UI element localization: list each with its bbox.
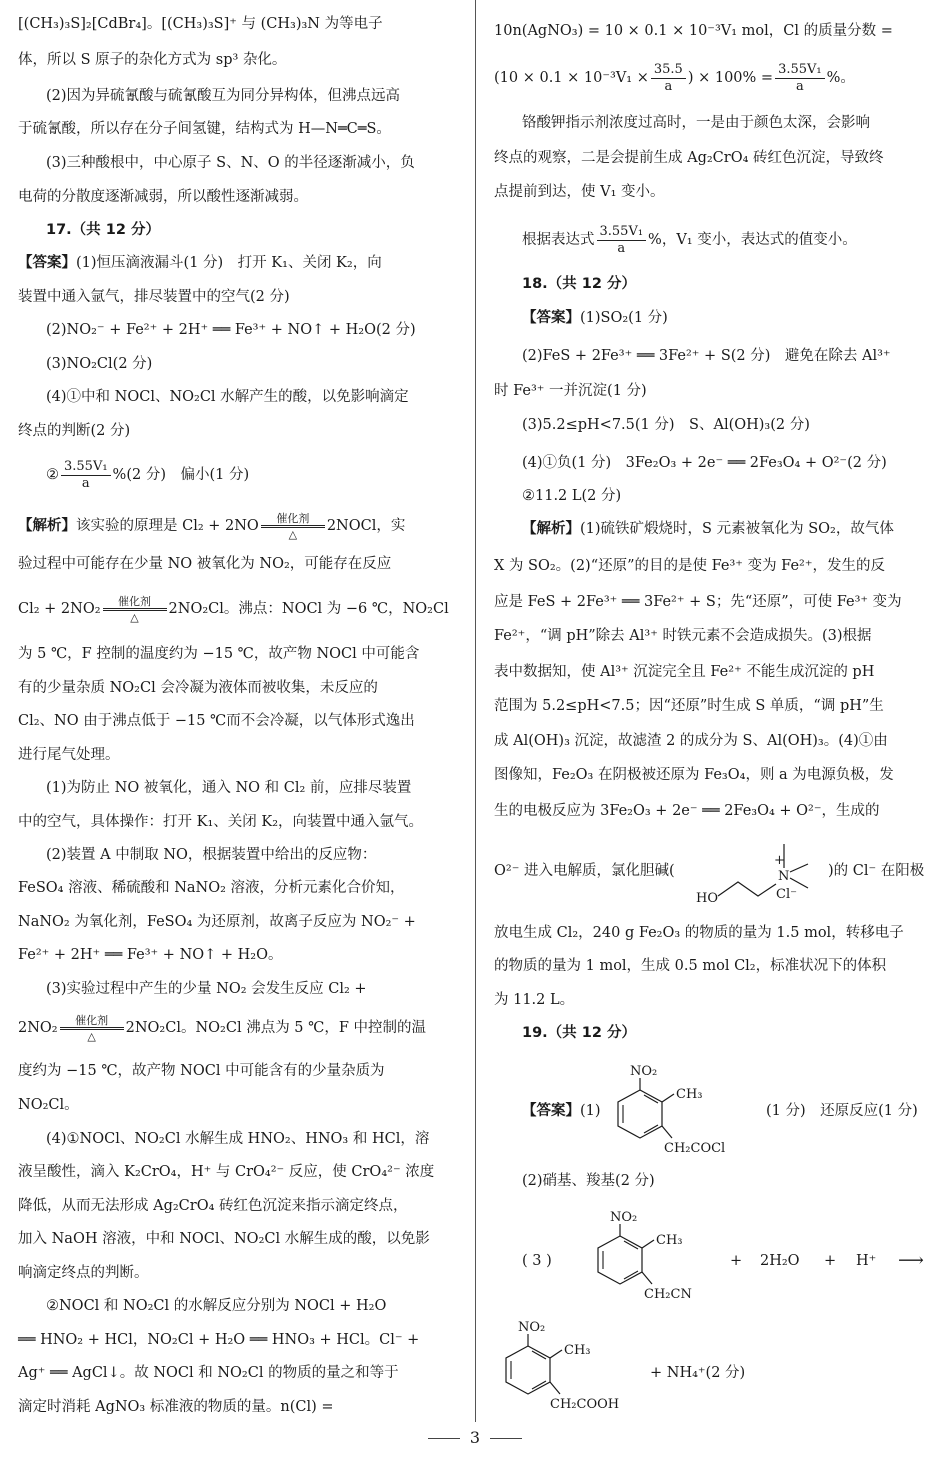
text-line: 于硫氰酸，所以存在分子间氢键，结构式为 H—N═C═S。 [18, 121, 391, 137]
text-line: 验过程中可能存在少量 NO 被氧化为 NO₂，可能存在反应 [18, 556, 392, 572]
substituent-label: CH₂COOH [550, 1397, 620, 1412]
text-segment: Cl₂ + 2NO₂ [18, 601, 101, 617]
proton-term: H⁺ [856, 1253, 877, 1269]
reaction-line [18, 509, 458, 543]
answer-tag: 【答案】 [522, 1103, 580, 1119]
equation-line: ══ HNO₂ + HCl，NO₂Cl + H₂O ══ HNO₃ + HCl。Cl⁻ + [18, 1332, 420, 1348]
column-divider [475, 0, 476, 1422]
benzene-ring [506, 1346, 550, 1394]
text-line: (2)硝基、羧基(2 分) [522, 1173, 655, 1189]
text-segment: 2NO₂ [18, 1020, 58, 1036]
text-segment: %，V₁ 变小，表达式的值变小。 [648, 232, 857, 248]
page-number: 3 [469, 1428, 481, 1447]
catalyst-label: 催化剂 [75, 1013, 109, 1027]
text-line: ②11.2 L(2 分) [522, 488, 622, 504]
text-line [18, 252, 458, 274]
text-segment: (1) [580, 1103, 601, 1119]
text-line: 降低，从而无法形成 Ag₂CrO₄ 砖红色沉淀来指示滴定终点， [18, 1198, 408, 1214]
text-line: 滴定时消耗 AgNO₃ 标准液的物质的量。n(Cl) = [18, 1399, 334, 1415]
text-line: 表中数据知，使 Al³⁺ 沉淀完全且 Fe²⁺ 不能生成沉淀的 pH [494, 664, 875, 680]
nitro-label: NO₂ [518, 1320, 546, 1335]
heat-label: △ [130, 610, 139, 624]
catalyst-label: 催化剂 [118, 594, 152, 608]
text-line: 度约为 −15 ℃，故产物 NOCl 中可能含有的少量杂质为 [18, 1063, 385, 1079]
carbon-chain [718, 882, 776, 896]
text-line: 图像知，Fe₂O₃ 在阴极被还原为 Fe₃O₄，则 a 为电源负极，发 [494, 767, 894, 783]
text-segment-pre: O²⁻ 进入电解质，氯化胆碱( [494, 863, 675, 879]
plus-sign: + [824, 1253, 837, 1269]
text-line: (4)①NOCl、NO₂Cl 水解生成 HNO₂、HNO₃ 和 HCl，溶 [46, 1131, 430, 1147]
analysis-tag: 【解析】 [18, 518, 76, 534]
substituent-label: CH₂COCl [664, 1141, 726, 1156]
text-line: 的物质的量为 1 mol，生成 0.5 mol Cl₂，标准状况下的体积 [494, 958, 887, 974]
equation-line: 生的电极反应为 3Fe₂O₃ + 2e⁻ ══ 2Fe₃O₄ + O²⁻，生成的 [494, 803, 880, 819]
benzene-ring-svg [494, 1318, 644, 1414]
text-line: 液呈酸性，滴入 K₂CrO₄，H⁺ 与 CrO₄²⁻ 反应，使 CrO₄²⁻ 浓度 [18, 1164, 435, 1180]
catalyst-label: 催化剂 [276, 511, 310, 525]
fraction-numerator: 3.55V₁ [597, 224, 647, 241]
nitrile-structure [586, 1208, 726, 1304]
footer-dash [490, 1438, 522, 1439]
question-17-heading: 17.（共 12 分） [46, 222, 160, 238]
equation-line: (2)NO₂⁻ + Fe²⁺ + 2H⁺ ══ Fe³⁺ + NO↑ + H₂O(2 分) [46, 322, 416, 338]
fraction-numerator: 35.5 [651, 62, 686, 79]
plus-sign: + [730, 1253, 743, 1269]
answer-19-1-score: (1 分) 还原反应(1 分) [766, 1103, 918, 1119]
catalyst-arrow [103, 595, 167, 624]
fraction [651, 62, 686, 95]
text-line: ②NOCl 和 NO₂Cl 的水解反应分别为 NOCl + H₂O [46, 1298, 387, 1314]
footer-dash [428, 1438, 460, 1439]
choline-chloride-structure [694, 836, 824, 908]
fraction [597, 224, 647, 257]
answer-text: (1)恒压滴液漏斗(1 分) 打开 K₁、关闭 K₂，向 [76, 255, 382, 271]
text-line: (3)NO₂Cl(2 分) [46, 356, 153, 372]
equation-line: (4)①负(1 分) 3Fe₂O₃ + 2e⁻ ══ 2Fe₃O₄ + O²⁻(2 分) [522, 455, 887, 471]
formula-line [494, 220, 934, 260]
fraction-numerator: 3.55V₁ [775, 62, 825, 79]
methyl-label: CH₃ [656, 1233, 683, 1248]
fraction-denominator: a [617, 240, 626, 256]
text-line: 中的空气，具体操作：打开 K₁、关闭 K₂，向装置中通入氩气。 [18, 814, 424, 830]
catalyst-arrow [261, 512, 325, 541]
fraction-denominator: a [664, 78, 673, 94]
text-line: 范围为 5.2≤pH<7.5；因“还原”时生成 S 单质，“调 pH”生 [494, 698, 884, 714]
benzene-ring [598, 1236, 642, 1284]
text-line: FeSO₄ 溶液、稀硫酸和 NaNO₂ 溶液，分析元素化合价知， [18, 880, 405, 896]
fraction-denominator: a [795, 78, 804, 94]
reaction-line [18, 592, 458, 626]
fraction-numerator: 3.55V₁ [61, 459, 111, 476]
answer-text: (1)SO₂(1 分) [580, 310, 668, 326]
catalyst-arrow [60, 1014, 124, 1043]
heat-label: △ [288, 527, 298, 541]
text-line: 为 5 ℃，F 控制的温度约为 −15 ℃，故产物 NOCl 中可能含 [18, 646, 420, 662]
chloride-label: Cl⁻ [776, 887, 797, 902]
text-segment-post: )的 Cl⁻ 在阳极 [828, 863, 925, 879]
analysis-tag: 【解析】 [522, 521, 580, 537]
methyl-label: CH₃ [676, 1087, 703, 1102]
text-line: 10n(AgNO₃) = 10 × 0.1 × 10⁻³V₁ mol，Cl 的质量分数 = [494, 23, 893, 39]
hydroxyl-label: HO [696, 891, 718, 906]
text-line: 终点的观察，二是会提前生成 Ag₂CrO₄ 砖红色沉淀，导致终 [494, 150, 884, 166]
text-segment: (10 × 0.1 × 10⁻³V₁ × [494, 70, 649, 86]
fraction [61, 459, 111, 492]
positive-charge: + [774, 853, 785, 868]
equation-line: (2)FeS + 2Fe³⁺ ══ 3Fe²⁺ + S(2 分) 避免在除去 Al³⁺ [522, 348, 891, 364]
fraction [775, 62, 825, 95]
text-line: [(CH₃)₃S]₂[CdBr₄]。[(CH₃)₃S]⁺ 与 (CH₃)₃N 为等电子 [18, 16, 383, 32]
methyl-label: CH₃ [564, 1343, 591, 1358]
fraction-denominator: a [81, 475, 90, 491]
benzene-ring-svg [586, 1208, 726, 1304]
text-segment: (1)硫铁矿煅烧时，S 元素被氧化为 SO₂，故气体 [580, 521, 894, 537]
text-line: NO₂Cl。 [18, 1097, 79, 1113]
ammonium-term: + NH₄⁺(2 分) [650, 1365, 746, 1381]
text-line: (2)装置 A 中制取 NO，根据装置中给出的反应物： [46, 847, 377, 863]
text-line: X 为 SO₂。(2)“还原”的目的是使 Fe³⁺ 变为 Fe²⁺，发生的反 [494, 558, 885, 574]
page-footer [0, 1428, 950, 1447]
benzene-ring [618, 1090, 662, 1138]
text-line: (2)因为异硫氰酸与硫氰酸互为同分异构体，但沸点远高 [46, 88, 401, 104]
question-19-heading: 19.（共 12 分） [522, 1025, 636, 1041]
reaction-line [18, 1011, 458, 1045]
water-term: 2H₂O [760, 1253, 800, 1269]
text-line: 时 Fe³⁺ 一并沉淀(1 分) [494, 383, 647, 399]
text-line: 为 11.2 L。 [494, 992, 575, 1008]
text-segment: 2NOCl，实 [326, 518, 406, 534]
text-line: 加入 NaOH 溶液，中和 NOCl、NO₂Cl 水解生成的酸，以免影 [18, 1231, 430, 1247]
text-line [494, 518, 934, 540]
nitrogen-label: N [778, 869, 790, 884]
text-line: 铬酸钾指示剂浓度过高时，一是由于颜色太深，会影响 [522, 115, 870, 131]
formula-line [494, 58, 934, 98]
text-line: NaNO₂ 为氧化剂，FeSO₄ 为还原剂，故离子反应为 NO₂⁻ + [18, 914, 416, 930]
acyl-chloride-structure [606, 1062, 746, 1158]
text-line: (3)5.2≤pH<7.5(1 分) S、Al(OH)₃(2 分) [522, 417, 810, 433]
text-line: (4)①中和 NOCl、NO₂Cl 水解产生的酸，以免影响滴定 [46, 389, 409, 405]
text-segment: 根据表达式 [522, 232, 595, 248]
text-line: 点提前到达，使 V₁ 变小。 [494, 184, 665, 200]
text-segment: %。 [826, 70, 855, 86]
text-segment: %(2 分) 偏小(1 分) [112, 467, 250, 483]
choline-chloride-svg [694, 836, 824, 908]
text-line: 成 Al(OH)₃ 沉淀，故滤渣 2 的成分为 S、Al(OH)₃。(4)①由 [494, 733, 888, 749]
circle-two: ② [46, 467, 59, 483]
text-line: 电荷的分散度逐渐减弱，所以酸性逐渐减弱。 [18, 189, 308, 205]
equation-line: Fe²⁺ + 2H⁺ ══ Fe³⁺ + NO↑ + H₂O。 [18, 947, 283, 963]
text-line: 体，所以 S 原子的杂化方式为 sp³ 杂化。 [18, 52, 287, 68]
text-line: (3)实验过程中产生的少量 NO₂ 会发生反应 Cl₂ + [46, 981, 367, 997]
methyl-bond [790, 864, 808, 872]
heat-label: △ [87, 1029, 96, 1043]
text-line: 放电生成 Cl₂，240 g Fe₂O₃ 的物质的量为 1.5 mol，转移电子 [494, 925, 904, 941]
text-line: (3)三种酸根中，中心原子 S、N、O 的半径逐渐减小，负 [46, 155, 415, 171]
text-line: 有的少量杂质 NO₂Cl 会冷凝为液体而被收集，未反应的 [18, 680, 378, 696]
equation-line: 应是 FeS + 2Fe³⁺ ══ 3Fe²⁺ + S；先“还原”，可使 Fe³⁺ 变为 [494, 594, 902, 610]
part-3-label: ( 3 ) [522, 1253, 552, 1269]
nitro-label: NO₂ [630, 1064, 658, 1079]
benzene-ring-svg [606, 1062, 746, 1158]
answer-fraction-line [18, 456, 458, 494]
equation-line: Ag⁺ ══ AgCl↓。故 NOCl 和 NO₂Cl 的物质的量之和等于 [18, 1365, 399, 1381]
reaction-arrow-icon: ⟶ [898, 1250, 924, 1271]
text-line [494, 307, 934, 329]
answer-tag: 【答案】 [18, 255, 76, 271]
text-segment: 2NO₂Cl。NO₂Cl 沸点为 5 ℃，F 中控制的温 [125, 1020, 427, 1036]
text-line: 终点的判断(2 分) [18, 423, 131, 439]
carboxylic-acid-structure [494, 1318, 644, 1414]
question-18-heading: 18.（共 12 分） [522, 276, 636, 292]
nitro-label: NO₂ [610, 1210, 638, 1225]
text-line: (1)为防止 NO 被氧化，通入 NO 和 Cl₂ 前，应排尽装置 [46, 780, 412, 796]
answer-tag: 【答案】 [522, 310, 580, 326]
text-segment: 2NO₂Cl。沸点：NOCl 为 −6 ℃，NO₂Cl [168, 601, 449, 617]
text-line: 进行尾气处理。 [18, 747, 120, 763]
text-line: Fe²⁺，“调 pH”除去 Al³⁺ 时铁元素不会造成损失。(3)根据 [494, 628, 872, 644]
text-segment: ) × 100% = [687, 70, 774, 86]
text-line: Cl₂、NO 由于沸点低于 −15 ℃而不会冷凝，以气体形式逸出 [18, 713, 415, 729]
text-line: 响滴定终点的判断。 [18, 1265, 149, 1281]
text-line: 装置中通入氩气，排尽装置中的空气(2 分) [18, 289, 290, 305]
substituent-label: CH₂CN [644, 1287, 692, 1302]
text-segment: 该实验的原理是 Cl₂ + 2NO [76, 518, 259, 534]
